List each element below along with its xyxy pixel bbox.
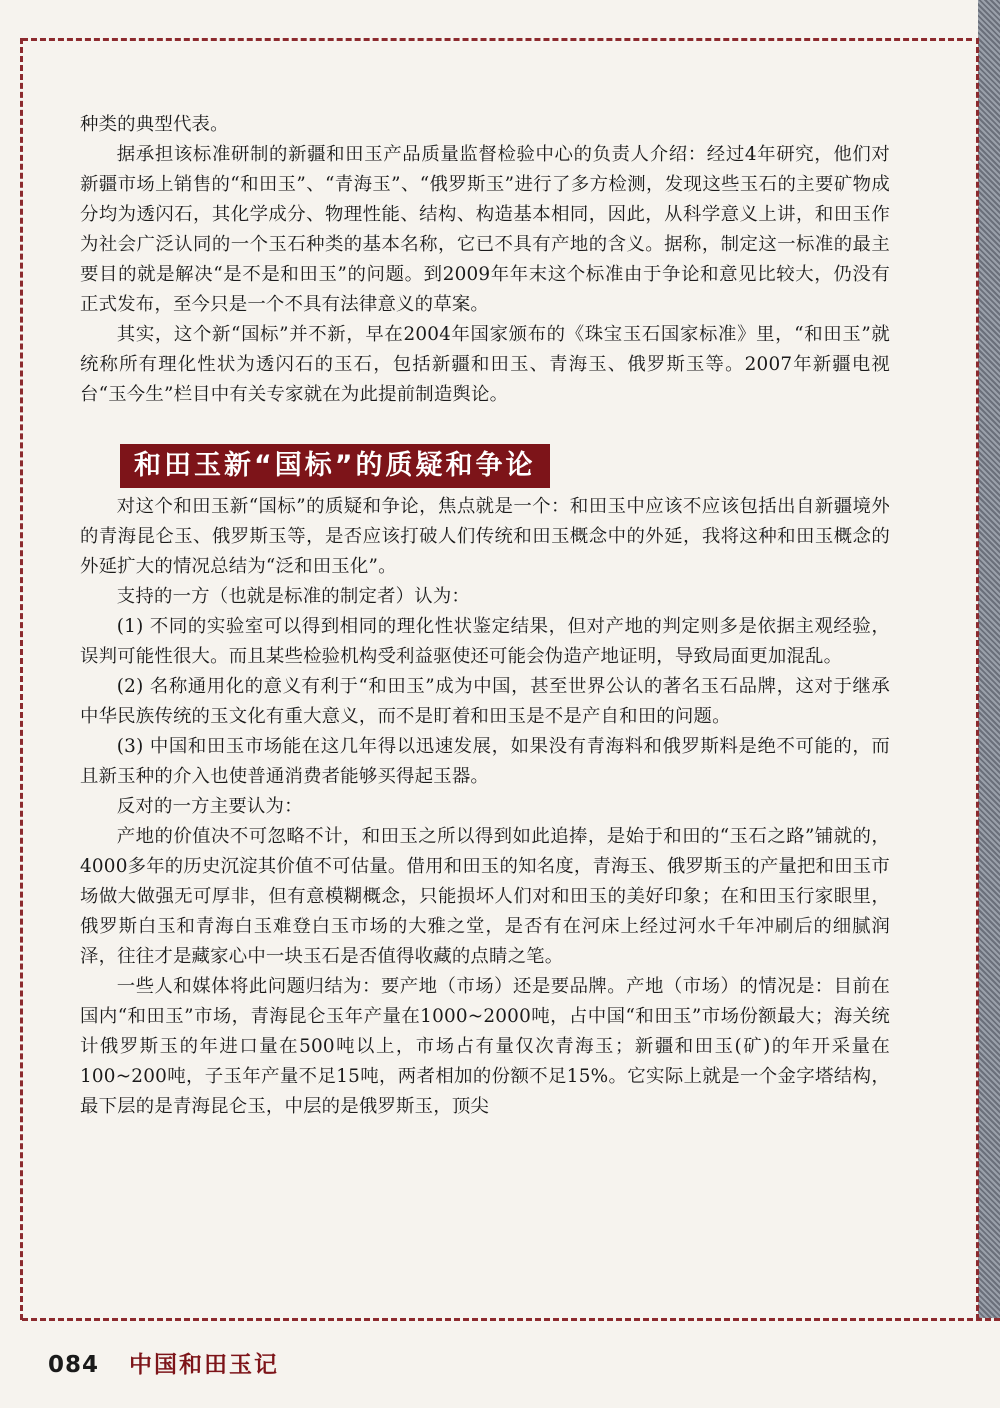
paragraph: 产地的价值决不可忽略不计，和田玉之所以得到如此追捧，是始于和田的“玉石之路”铺就的，4000多年的历史沉淀其价值不可估量。借用和田玉的知名度，青海玉、俄罗斯玉的产量把和田玉市场做大做强无可厚非，但有意模糊概念，只能损坏人们对和田玉的美好印象；在和田玉行家眼里，俄罗斯白玉和青海白玉难登白玉市场的大雅之堂，是否有在河床上经过河水千年冲刷后的细腻润泽，往往才是藏家心中一块玉石是否值得收藏的点睛之笔。 [80,826,890,967]
book-title: 中国和田玉记 [129,1351,280,1378]
paragraph: 反对的一方主要认为： [116,796,303,817]
page-footer [48,1346,279,1376]
section-heading-wrapper [120,444,890,488]
paragraph: (1) 不同的实验室可以得到相同的理化性状鉴定结果，但对产地的判定则多是依据主观经验，误判可能性很大。而且某些检验机构受利益驱使还可能会伪造产地证明，导致局面更加混乱。 [80,616,890,667]
page-body [80,110,890,1122]
paragraph: 其实，这个新“国标”并不新，早在2004年国家颁布的《珠宝玉石国家标准》里，“和田玉”就统称所有理化性状为透闪石的玉石，包括新疆和田玉、青海玉、俄罗斯玉等。2007年新疆电视台“玉今生”栏目中有关专家就在为此提前制造舆论。 [80,324,890,405]
paragraph: 对这个和田玉新“国标”的质疑和争论，焦点就是一个：和田玉中应该不应该包括出自新疆境外的青海昆仑玉、俄罗斯玉等，是否应该打破人们传统和田玉概念中的外延，我将这种和田玉概念的外延扩大的情况总结为“泛和田玉化”。 [80,496,890,577]
paragraph: 种类的典型代表。 [80,114,229,135]
paragraph: (3) 中国和田玉市场能在这几年得以迅速发展，如果没有青海料和俄罗斯料是绝不可能的，而且新玉种的介入也使普通消费者能够买得起玉器。 [80,736,890,787]
paragraph: (2) 名称通用化的意义有利于“和田玉”成为中国，甚至世界公认的著名玉石品牌，这对于继承中华民族传统的玉文化有重大意义，而不是盯着和田玉是不是产自和田的问题。 [80,676,890,727]
page-number: 084 [48,1352,100,1378]
section-heading: 和田玉新“国标”的质疑和争论 [120,444,550,488]
page-frame-left [20,38,23,1320]
paragraph: 一些人和媒体将此问题归结为：要产地（市场）还是要品牌。产地（市场）的情况是：目前在国内“和田玉”市场，青海昆仑玉年产量在1000~2000吨，占中国“和田玉”市场份额最大；海关统计俄罗斯玉的年进口量在500吨以上，市场占有量仅次青海玉；新疆和田玉(矿)的年开采量在100~200吨，子玉年产量不足15吨，两者相加的份额不足15%。它实际上就是一个金字塔结构，最下层的是青海昆仑玉，中层的是俄罗斯玉，顶尖 [80,976,890,1117]
page-frame-top [22,38,972,41]
paragraph: 据承担该标准研制的新疆和田玉产品质量监督检验中心的负责人介绍：经过4年研究，他们对新疆市场上销售的“和田玉”、“青海玉”、“俄罗斯玉”进行了多方检测，发现这些玉石的主要矿物成分均为透闪石，其化学成分、物理性能、结构、构造基本相同，因此，从科学意义上讲，和田玉作为社会广泛认同的一个玉石种类的基本名称，它已不具有产地的含义。据称，制定这一标准的最主要目的就是解决“是不是和田玉”的问题。到2009年年末这个标准由于争论和意见比较大，仍没有正式发布，至今只是一个不具有法律意义的草案。 [80,144,890,315]
page-frame-right [976,38,979,1320]
paragraph: 支持的一方（也就是标准的制定者）认为： [116,586,471,607]
page-frame-bottom [22,1318,1000,1321]
page-edge-strip [978,0,1000,1318]
